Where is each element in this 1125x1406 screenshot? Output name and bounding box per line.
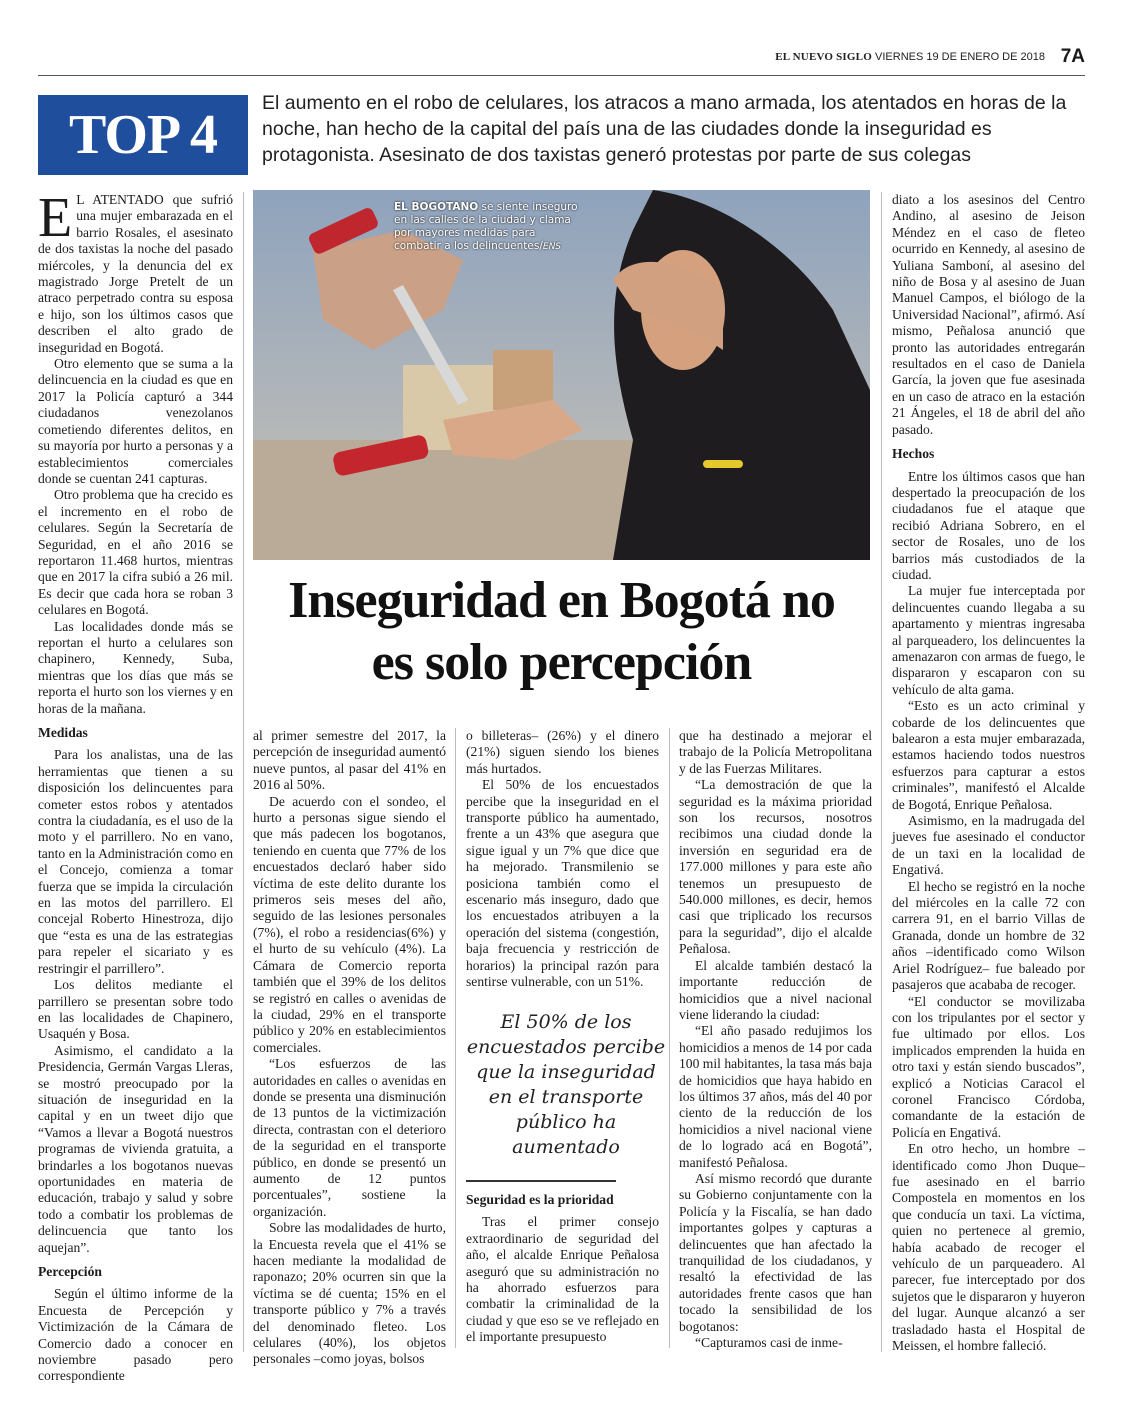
section-summary: El aumento en el robo de celulares, los atracos a mano armada, los atentados en horas de la noche, han hecho de la capital del país una de las ciudades donde la inseguridad es protagonista. Asesinato de dos taxistas generó protestas por parte de sus colegas (262, 92, 1067, 166)
paragraph: Entre los últimos casos que han despertado la preocupación de los ciudadanos fue el ataque que recibió Adriana Sobrero, en el sector de Rosales, uno de los barrios más custodiados de la ciudad. (892, 468, 1085, 582)
paragraph: o billeteras– (26%) y el dinero (21%) siguen siendo los bienes más hurtados. (466, 728, 659, 776)
paragraph: “El año pasado redujimos los homicidios a menos de 14 por cada 100 mil habitantes, la tasa más baja de homicidios que haya habido en los últimos 37 años, más del 40 por ciento de la reducción de los homicidios a nivel nacional viene de lo logrado acá en Bogotá”, manifestó Peñalosa. (679, 1023, 872, 1170)
column-divider (455, 728, 456, 1348)
paragraph: Otro problema que ha crecido es el incremento en el robo de celulares. Según la Secretaría de Seguridad, en el año 2016 se reportaron 11.468 hurtos, mientras que en 2017 la cifra subió a 26 mil. Es decir que cada hora se roban 3 celulares en Bogotá. (38, 487, 233, 618)
pull-quote-rule (466, 1180, 616, 1182)
article-column-5 (892, 192, 1085, 1354)
issue-date: VIERNES 19 DE ENERO DE 2018 (875, 51, 1045, 63)
paragraph: Según el último informe de la Encuesta de Percepción y Victimización de la Cámara de Comercio dado a conocer en noviembre pasado pero correspondiente (38, 1286, 233, 1384)
paragraph: De acuerdo con el sondeo, el hurto a personas sigue siendo el que más padecen los bogotanos, teniendo en cuenta que 77% de los encuestados declaró haber sido víctima de este delito durante los primeros seis meses del año, seguido de las lesiones personales (7%), el robo a residencias(6%) y el hurto de su vehículo (4%). La Cámara de Comercio reporta también que el 39% de los delitos se registró en calles o avenidas de la ciudad, 29% en el transporte público y 20% en establecimientos comerciales. (253, 793, 446, 1055)
section-badge: TOP 4 (38, 95, 248, 175)
caption-lead: EL BOGOTANO (394, 201, 479, 213)
article-column-3-lower (466, 1192, 659, 1346)
paragraph: Para los analistas, una de las herramientas que tienen a su disposición los delincuentes para cometer estos robos y atentados contra la ciudadanía, es el uso de la moto y el parrillero. No en vano, tanto en la Administración como en el Concejo, comienza a tomar fuerza que se impida la circulación en las motos del parrillero. El concejal Roberto Hinestroza, dijo que “esta es una de las estrategias para repeler el sicariato y es restringir el parrillero”. (38, 747, 233, 976)
paragraph: al primer semestre del 2017, la percepción de inseguridad aumentó nueve puntos, al pasar del 41% en 2016 al 50%. (253, 728, 446, 793)
paragraph: Sobre las modalidades de hurto, la Encuesta revela que el 41% se hacen mediante la modalidad de raponazo; 20% ocurren sin que la víctima se dé cuenta; 15% en el transporte público y 7% a través del denominado fleteo. Los celulares (40%), los objetos personales –como joyas, bolsos (253, 1220, 446, 1367)
paragraph: “La demostración de que la seguridad es la máxima prioridad son los recursos, nosotros recibimos una ciudad donde la inversión en seguridad era de 177.000 millones y para este año tenemos un presupuesto de 540.000 millones, es decir, hemos casi que triplicado los recursos para la seguridad”, dijo el alcalde Peñalosa. (679, 777, 872, 957)
article-column-4 (679, 728, 872, 1351)
paragraph: L ATENTADO que sufrió una mujer embarazada en el barrio Rosales, el asesinato de dos taxistas la noche del pasado miércoles, y la denuncia del ex magistrado Jorge Pretelt de un atraco perpetrado contra su esposa e hijo, son los últimos casos que describen el alto grado de inseguridad en Bogotá. (38, 192, 233, 355)
paragraph: En otro hecho, un hombre –identificado como Jhon Duque– fue asesinado en el barrio Compostela en momentos en los que conducía un taxi. La víctima, quien no pertenece al gremio, había acabado de recoger el vehículo de un parqueadero. Al parecer, fue interceptado por dos sujetos que le dispararon y huyeron del lugar. Aunque alcanzó a ser trasladado hasta el Hospital de Meissen, el hombre falleció. (892, 1141, 1085, 1354)
paragraph: El alcalde también destacó la importante reducción de homicidios que a nivel nacional viene liderando la ciudad: (679, 957, 872, 1022)
subheading-seguridad: Seguridad es la prioridad (466, 1192, 614, 1207)
paragraph: Otro elemento que se suma a la delincuencia en la ciudad es que en 2017 la Policía capturó a 344 ciudadanos venezolanos cometiendo diferentes delitos, en su mayoría por hurto a personas y a establecimientos comerciales donde se cuentan 241 capturas. (38, 356, 233, 486)
headline-line-2: es solo percepción (371, 634, 752, 691)
paragraph: Los delitos mediante el parrillero se presentan sobre todo en las localidades de Chapinero, Usaquén y Bosa. (38, 977, 233, 1042)
paragraph: “El conductor se movilizaba con los tripulantes por el sector y fue ultimado por ellos. Los implicados emprenden la huida en otro taxi y están siendo buscados”, explicó a Noticias Caracol el coronel Francisco Córdoba, comandante de la estación de Policía en Engativá. (892, 993, 1085, 1140)
column-divider (881, 192, 882, 1352)
header-rule (38, 75, 1085, 76)
subheading-percepcion: Percepción (38, 1264, 102, 1279)
drop-cap: E (38, 187, 73, 249)
photo-credit: ENS (542, 242, 562, 252)
page-header (775, 51, 1045, 63)
caption-text: se siente inseguro en las calles de la ciudad y clama por mayores medidas para combatir a los delincuentes/ (394, 201, 578, 252)
subheading-hechos: Hechos (892, 446, 935, 462)
paragraph: Tras el primer consejo extraordinario de seguridad del año, el alcalde Enrique Peñalosa aseguró que su administración no ha ahorrado esfuerzos para combatir la criminalidad de la ciudad y que eso se ve reflejado en el importante presupuesto (466, 1214, 659, 1345)
paragraph: El hecho se registró en la noche del miércoles en la calle 72 con carrera 91, en el barrio Villas de Granada, donde un hombre de 32 años –identificado como Wilson Ariel Rodríguez– fue baleado por pasajeros que acababa de recoger. (892, 878, 1085, 993)
paragraph: que ha destinado a mejorar el trabajo de la Policía Metropolitana y de las Fuerzas Militares. (679, 728, 872, 776)
newspaper-name: EL NUEVO SIGLO (775, 51, 872, 63)
paragraph: Las localidades donde más se reportan el hurto a celulares son chapinero, Kennedy, Suba, mientras que los días que más se reporta el hurto son los viernes y en horas de la mañana. (38, 618, 233, 716)
column-divider (669, 728, 670, 1348)
paragraph: El 50% de los encuestados percibe que la inseguridad en el transporte público ha aumentado, frente a un 43% que asegura que sigue igual y un 7% que dice que ha mejorado. Transmilenio se posiciona también como el escenario más inseguro, dado que los encuestados atribuyen a la operación del sistema (congestión, baja frecuencia y restricción de horarios) la principal razón para sentirse vulnerable, con un 51%. (466, 777, 659, 990)
article-column-2 (253, 728, 446, 1368)
paragraph: “Esto es un acto criminal y cobarde de los delincuentes que balearon a esta mujer embarazada, estamos haciendo todos nuestros esfuerzos para capturar a estos criminales”, manifestó el Alcalde de Bogotá, Enrique Peñalosa. (892, 698, 1085, 812)
paragraph: La mujer fue interceptada por delincuentes cuando llegaba a su apartamento y mientras ingresaba al parqueadero, los delincuentes la amenazaron con armas de fuego, le dispararon y escaparon con su vehículo de alta gama. (892, 583, 1085, 697)
pull-quote: El 50% de los encuestados percibe que la inseguridad en el transporte público ha aumentado (466, 1011, 666, 1158)
headline-line-1: Inseguridad en Bogotá no (288, 572, 835, 629)
photo-caption (394, 201, 584, 254)
paragraph: Asimismo, en la madrugada del jueves fue asesinado el conductor de un taxi en la localidad de Engativá. (892, 813, 1085, 878)
paragraph: diato a los asesinos del Centro Andino, al asesino de Jeison Méndez en el caso de fleteo ocurrido en Kennedy, al asesino de Yuliana Samboní, al asesino del niño de Bosa y al asesino de Juan Manuel Campos, el biólogo de la Universidad Nacional”, afirmó. Así mismo, Peñalosa anunció que pronto las autoridades entregarán resultados en el caso de Daniela García, la joven que fue asesinada en un caso de atraco en la estación 21 Ángeles, el 18 de abril del año pasado. (892, 192, 1085, 437)
page-number: 7A (1060, 46, 1085, 67)
column-divider (243, 192, 244, 1352)
subheading-medidas: Medidas (38, 725, 88, 740)
article-column-1 (38, 187, 233, 1385)
headline (253, 570, 870, 694)
paragraph: Asimismo, el candidato a la Presidencia, Germán Vargas Lleras, se mostró preocupado por la situación de inseguridad en la capital y en un tweet dijo que “Vamos a llevar a Bogotá nuestros programas de vivienda gratuita, a brindarles a los bogotanos nuevas oportunidades en materia de educación, trabajo y salud y sobre todo a combatir los problemas de delincuencia que tanto los aquejan”. (38, 1042, 233, 1255)
article-column-3 (466, 728, 659, 991)
paragraph: “Los esfuerzos de las autoridades en calles o avenidas en donde se presenta una disminución de 13 puntos de la victimización directa, contrastan con el deterioro de la seguridad en el transporte público, en donde se presentó un aumento de 12 puntos porcentuales”, sostiene la organización. (253, 1056, 446, 1219)
paragraph: “Capturamos casi de inme- (695, 1335, 843, 1351)
paragraph: Así mismo recordó que durante su Gobierno conjuntamente con la Policía y la Fiscalía, se han dado importantes golpes y capturas a delincuentes que han afectado la tranquilidad de los ciudadanos, y resaltó la efectividad de las autoridades frente casos que han tocado la sensibilidad de los bogotanos: (679, 1170, 872, 1334)
